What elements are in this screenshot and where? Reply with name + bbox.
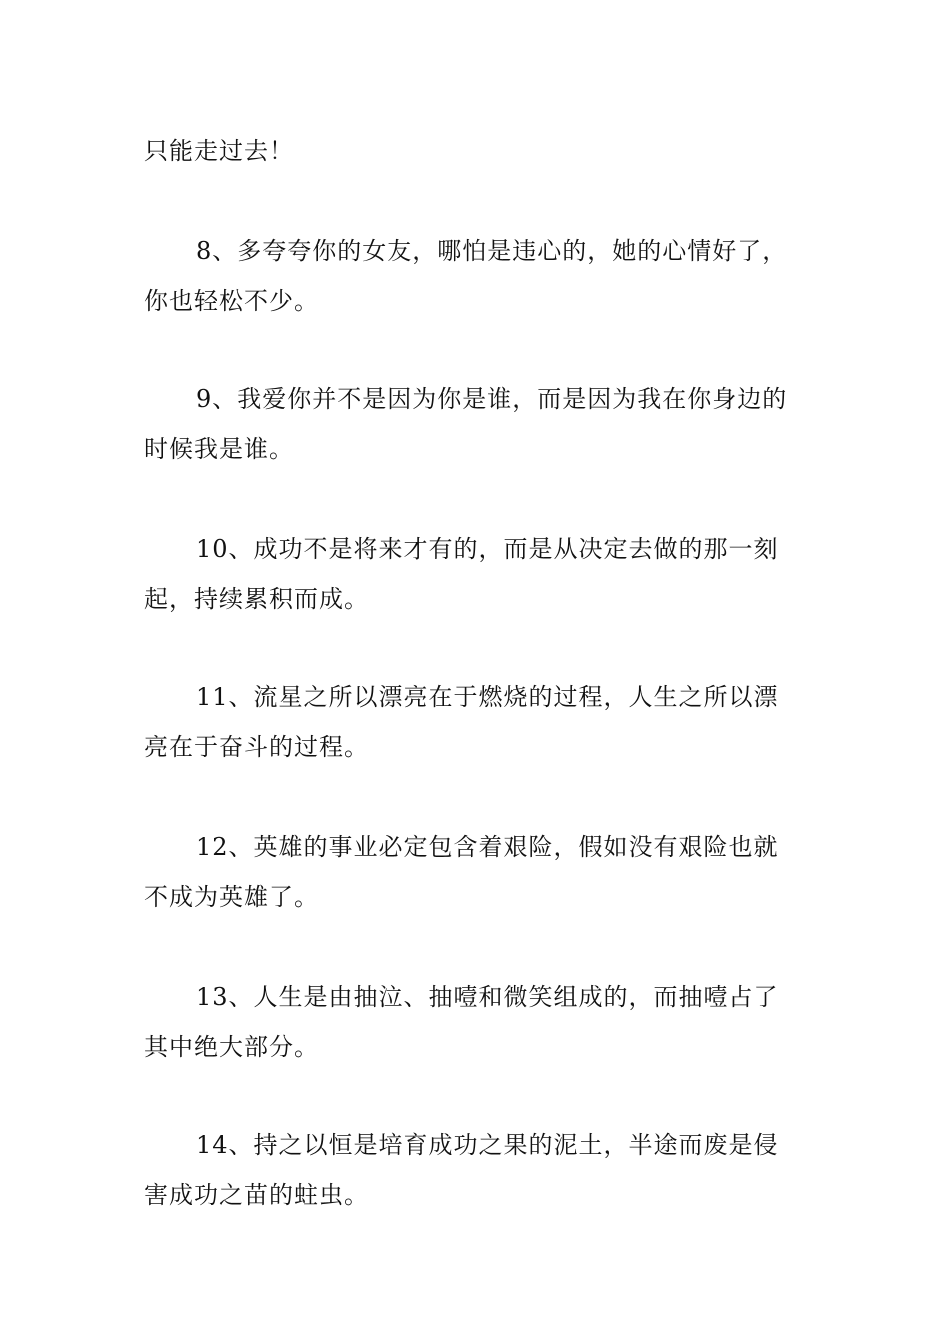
paragraph-item-8 [144,226,810,326]
paragraph-line: 亮在于奋斗的过程。 [144,733,369,761]
paragraph-line: 9、我爱你并不是因为你是谁，而是因为我在你身边的 [196,385,788,413]
paragraph-line: 时候我是谁。 [144,435,294,463]
paragraph-line: 8、多夸夸你的女友，哪怕是违心的，她的心情好了， [196,237,788,265]
paragraph-item-14 [144,1120,810,1220]
paragraph-item-13 [144,972,810,1072]
paragraph-line: 起，持续累积而成。 [144,585,369,613]
paragraph-line: 14、持之以恒是培育成功之果的泥土，半途而废是侵 [196,1131,779,1159]
paragraph-item-12 [144,822,810,922]
paragraph-line: 不成为英雄了。 [144,883,319,911]
paragraph-line: 10、成功不是将来才有的，而是从决定去做的那一刻 [196,535,779,563]
paragraph-line: 只能走过去！ [144,137,294,165]
paragraph-item-9 [144,374,810,474]
paragraph-line: 11、流星之所以漂亮在于燃烧的过程，人生之所以漂 [196,683,779,711]
paragraph-line: 你也轻松不少。 [144,287,319,315]
paragraph-item-10 [144,524,810,624]
paragraph-line: 害成功之苗的蛀虫。 [144,1181,369,1209]
paragraph-line: 12、英雄的事业必定包含着艰险，假如没有艰险也就 [196,833,779,861]
paragraph-line: 13、人生是由抽泣、抽噎和微笑组成的，而抽噎占了 [196,983,779,1011]
paragraph-item-11 [144,672,810,772]
paragraph-line: 其中绝大部分。 [144,1033,319,1061]
paragraph-continuation [144,126,810,176]
